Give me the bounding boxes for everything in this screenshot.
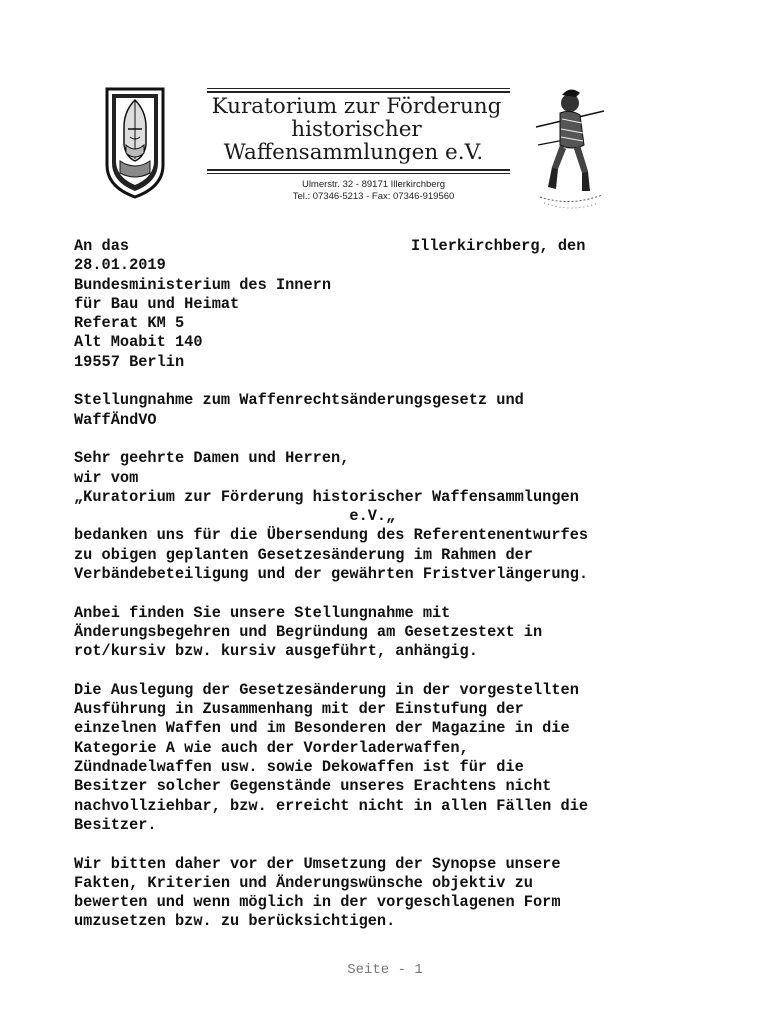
- paragraph-2-line: Anbei finden Sie unsere Stellungnahme mit: [74, 603, 451, 622]
- salutation-line-2: wir vom: [74, 468, 139, 487]
- paragraph-2-line: Änderungsbegehren und Begründung am Gesetzestext in: [74, 622, 543, 641]
- paragraph-3-line: Ausführung in Zusammenhang mit der Einstufung der: [74, 700, 524, 719]
- recipient-line-5: Alt Moabit 140: [74, 333, 203, 352]
- paragraph-1-line: zu obigen geplanten Gesetzesänderung im Rahmen der: [74, 545, 533, 564]
- paragraph-4-line: Fakten, Kriterien und Änderungswünsche objektiv zu: [74, 873, 533, 892]
- recipient-line-4: Referat KM 5: [74, 314, 185, 333]
- page-number: Seite - 1: [347, 962, 423, 978]
- salutation-line-1: Sehr geehrte Damen und Herren,: [74, 449, 350, 468]
- paragraph-4-line: bewerten und wenn möglich in der vorgeschlagenen Form: [74, 893, 561, 912]
- paragraph-3-line: nachvollziehbar, bzw. erreicht nicht in allen Fällen die: [74, 796, 589, 815]
- paragraph-2-line: rot/kursiv bzw. kursiv ausgeführt, anhängig.: [74, 642, 478, 661]
- letterhead-rule-bottom: [207, 173, 510, 174]
- letterhead-rule-top-thick: [207, 91, 510, 93]
- paragraph-4-line: Wir bitten daher vor der Umsetzung der Synopse unsere: [74, 854, 561, 873]
- paragraph-4-line: umzusetzen bzw. zu berücksichtigen.: [74, 912, 396, 931]
- paragraph-3-line: einzelnen Waffen und im Besonderen der Magazine in die: [74, 719, 570, 738]
- date-label: Illerkirchberg, den: [411, 237, 586, 255]
- letterhead-name-line-1: Kuratorium zur Förderung: [211, 94, 502, 119]
- letterhead-rule-bottom-thick: [207, 169, 510, 171]
- letterhead: [207, 88, 510, 208]
- recipient-line-1: An das: [74, 237, 130, 255]
- letterhead-rule-top: [207, 88, 510, 89]
- letter-body: [74, 237, 694, 932]
- salutation-line-3: „Kuratorium zur Förderung historischer Waffensammlungen: [74, 487, 579, 506]
- paragraph-3-line: Kategorie A wie auch der Vorderladerwaffen,: [74, 738, 469, 757]
- subject-line-2: WaffÄndVO: [74, 410, 157, 429]
- subject-line-1: Stellungnahme zum Waffenrechtsänderungsgesetz und: [74, 391, 524, 410]
- paragraph-3-line: Die Auslegung der Gesetzesänderung in der vorgestellten: [74, 680, 579, 699]
- shield-knight-logo: [104, 87, 166, 199]
- letterhead-address: Ulmerstr. 32 - 89171 Illerkirchberg: [301, 179, 446, 190]
- salutation-line-4: e.V.„: [74, 507, 396, 526]
- recipient-line-6: 19557 Berlin: [74, 352, 185, 371]
- paragraph-3-line: Besitzer.: [74, 815, 157, 834]
- recipient-line-2: Bundesministerium des Innern: [74, 275, 332, 294]
- paragraph-1-line: bedanken uns für die Übersendung des Referentenentwurfes: [74, 526, 589, 545]
- paragraph-3-line: Besitzer solcher Gegenstände unseres Erachtens nicht: [74, 777, 552, 796]
- letterhead-name-line-2: historischer: [291, 117, 422, 142]
- letter-date: 28.01.2019: [74, 256, 166, 275]
- knight-illustration-icon: [534, 83, 606, 215]
- recipient-line-3: für Bau und Heimat: [74, 294, 240, 313]
- paragraph-3-line: Zündnadelwaffen usw. sowie Dekowaffen ist für die: [74, 758, 524, 777]
- paragraph-1-line: Verbändebeteiligung und der gewährten Fristverlängerung.: [74, 565, 589, 584]
- letterhead-name-line-3: Waffensammlungen e.V.: [223, 140, 484, 165]
- letterhead-phone: Tel.: 07346-5213 - Fax: 07346-919560: [292, 191, 455, 202]
